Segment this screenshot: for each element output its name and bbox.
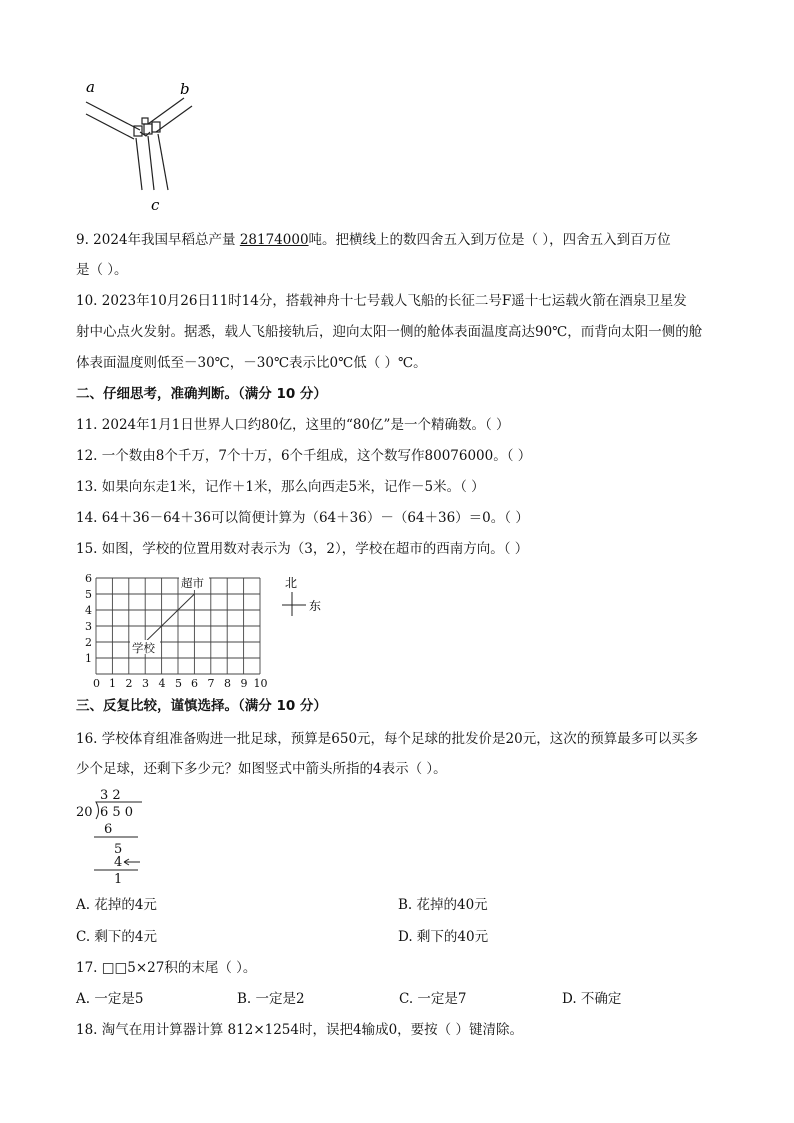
q17-option-d[interactable]: D. 不确定 bbox=[562, 991, 622, 1007]
section3-title: 三、反复比较，谨慎选择。（满分 10 分） bbox=[76, 698, 327, 714]
q17-option-b[interactable]: B. 一定是2 bbox=[237, 991, 305, 1007]
x-tick-10: 10 bbox=[253, 677, 268, 690]
x-tick-7: 7 bbox=[207, 677, 215, 690]
label-c: c bbox=[151, 196, 160, 214]
grid-lines bbox=[96, 578, 260, 674]
q16-option-a[interactable]: A. 花掉的4元 bbox=[76, 897, 157, 913]
x-tick-6: 6 bbox=[191, 677, 198, 690]
q17: 17. □□5×27积的末尾（ ）。 bbox=[76, 960, 257, 976]
division-remainder: 1 bbox=[114, 872, 123, 887]
grid-figure bbox=[82, 570, 342, 692]
q13: 13. 如果向东走1米，记作＋1米，那么向西走5米，记作－5米。（ ） bbox=[76, 479, 485, 495]
x-tick-0: 0 bbox=[93, 677, 100, 690]
q18: 18. 淘气在用计算器计算 812×1254时，误把4输成0，要按（ ）键清除。 bbox=[76, 1022, 523, 1038]
label-a: a bbox=[86, 78, 95, 96]
q16-option-d[interactable]: D. 剩下的40元 bbox=[398, 929, 489, 945]
y-tick-5: 5 bbox=[85, 588, 92, 601]
school-market-line bbox=[145, 594, 194, 642]
q16-line2: 少个足球，还剩下多少元？如图竖式中箭头所指的4表示（ ）。 bbox=[76, 761, 447, 777]
division-step2: 5 bbox=[114, 842, 123, 857]
q17-option-a[interactable]: A. 一定是5 bbox=[76, 991, 144, 1007]
x-tick-3: 3 bbox=[142, 677, 149, 690]
x-tick-9: 9 bbox=[240, 677, 248, 690]
compass-east: 东 bbox=[309, 599, 322, 613]
division-dividend: 6 5 0 bbox=[100, 805, 134, 820]
q16-option-b[interactable]: B. 花掉的40元 bbox=[398, 897, 488, 913]
compass-north: 北 bbox=[285, 576, 298, 590]
q10-line2: 射中心点火发射。据悉，载人飞船接轨后，迎向太阳一侧的舱体表面温度高达90℃，而背向太阳一侧的舱 bbox=[76, 324, 703, 340]
q9-line1: 9. 2024年我国早稻总产量 28174000吨。把横线上的数四舍五入到万位是（ ），四舍五入到百万位 bbox=[76, 232, 671, 248]
division-quotient: 3 2 bbox=[100, 788, 121, 803]
q11: 11. 2024年1月1日世界人口约80亿，这里的“80亿”是一个精确数。（ ） bbox=[76, 417, 510, 433]
x-tick-5: 5 bbox=[175, 677, 182, 690]
y-tick-1: 1 bbox=[85, 652, 92, 665]
q16-line1: 16. 学校体育组准备购进一批足球，预算是650元，每个足球的批发价是20元，这次的预算最多可以买多 bbox=[76, 731, 699, 747]
x-tick-1: 1 bbox=[109, 677, 116, 690]
q14: 14. 64＋36－64＋36可以简便计算为（64＋36）－（64＋36）＝0。（ ） bbox=[76, 510, 529, 526]
sticks-figure bbox=[80, 72, 200, 217]
x-tick-2: 2 bbox=[125, 677, 133, 690]
x-tick-4: 4 bbox=[158, 677, 166, 690]
q9-underlined-number: 28174000 bbox=[239, 232, 309, 248]
section2-title: 二、仔细思考，准确判断。（满分 10 分） bbox=[76, 386, 327, 402]
division-divisor: 20 bbox=[76, 805, 93, 820]
y-tick-2: 2 bbox=[85, 636, 92, 649]
division-step1: 6 bbox=[104, 822, 113, 837]
label-b: b bbox=[180, 80, 190, 98]
compass bbox=[282, 592, 306, 616]
long-division-figure bbox=[74, 786, 164, 890]
y-tick-3: 3 bbox=[85, 620, 92, 633]
q9-line2: 是（ ）。 bbox=[76, 262, 128, 278]
q12: 12. 一个数由8个千万，7个十万，6个千组成，这个数写作80076000。（ ） bbox=[76, 448, 532, 464]
y-tick-4: 4 bbox=[85, 604, 92, 617]
arrow-icon bbox=[124, 859, 140, 865]
q10-line1: 10. 2023年10月26日11时14分，搭载神舟十七号载人飞船的长征二号F遥十七运载火箭在酒泉卫星发 bbox=[76, 293, 687, 309]
y-tick-6: 6 bbox=[85, 572, 92, 585]
label-market: 超市 bbox=[181, 576, 204, 590]
q16-option-c[interactable]: C. 剩下的4元 bbox=[76, 929, 158, 945]
q10-line3: 体表面温度则低至－30℃，－30℃表示比0℃低（ ）℃。 bbox=[76, 355, 427, 371]
q15: 15. 如图，学校的位置用数对表示为（3，2），学校在超市的西南方向。（ ） bbox=[76, 541, 529, 557]
division-step3: 4 bbox=[114, 855, 123, 870]
x-tick-8: 8 bbox=[224, 677, 231, 690]
q17-option-c[interactable]: C. 一定是7 bbox=[399, 991, 467, 1007]
label-school: 学校 bbox=[132, 641, 155, 655]
